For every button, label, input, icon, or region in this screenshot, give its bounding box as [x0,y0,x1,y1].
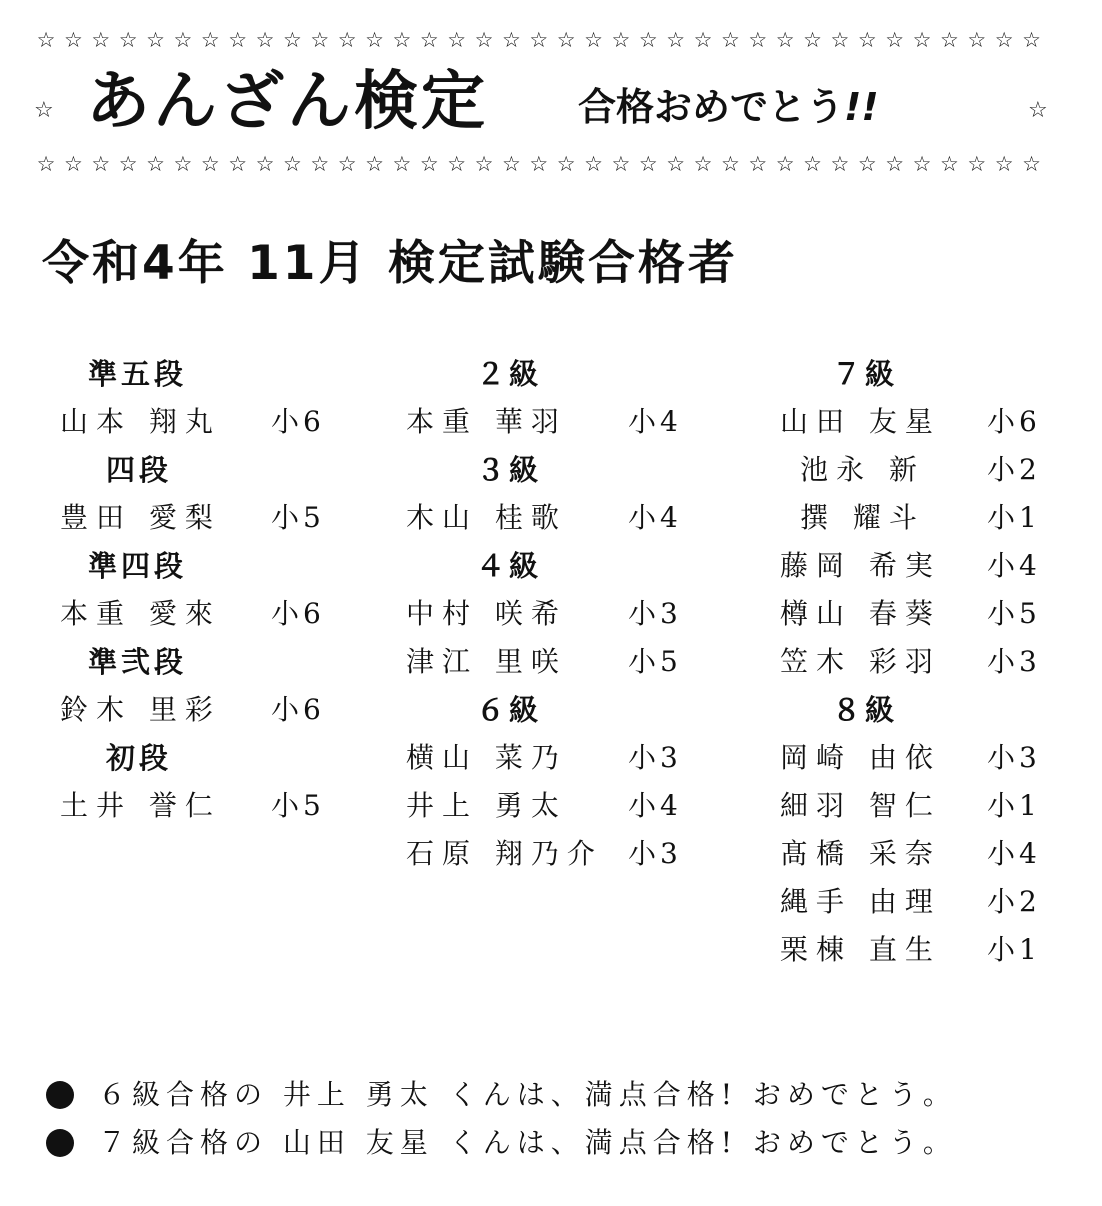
star-icon: ☆ [447,152,467,176]
school-grade: 小5 [271,501,325,534]
star-icon: ☆ [365,28,384,52]
star-icon: ☆ [36,28,56,52]
star-icon: ☆ [255,152,275,176]
passer-row [58,494,348,542]
passer-name: 髙橋 采奈 [780,837,941,870]
grade-heading: ６級 [476,693,543,727]
star-icon: ☆ [501,28,521,52]
passer-row [778,830,1068,878]
star-icon: ☆ [228,28,248,52]
school-grade: 小1 [987,933,1041,966]
star-icon: ☆ [474,152,494,176]
school-grade: 小1 [987,789,1041,822]
grade-heading: 準四段 [88,549,188,583]
passer-name: 藤岡 希実 [780,549,941,582]
star-icon: ☆ [857,152,877,176]
passer-name: 土井 誉仁 [60,789,221,822]
star-icon: ☆ [447,28,467,52]
star-icon: ☆ [173,152,193,176]
grade-heading-row [58,734,348,782]
star-icon: ☆ [310,152,330,176]
star-icon: ☆ [146,28,165,52]
passer-name: 石原 翔乃介 [406,837,603,870]
page-title: 令和4年 11月 検定試験合格者 [42,236,738,291]
star-icon: ☆ [693,152,713,176]
star-icon: ☆ [885,28,905,52]
star-icon: ☆ [365,152,384,176]
passer-name: 樽山 春葵 [780,597,941,630]
grade-heading: 準五段 [88,357,188,391]
star-icon: ☆ [1022,28,1041,52]
star-icon: ☆ [638,28,658,52]
star-icon: ☆ [118,152,138,176]
results-column-2 [404,350,704,878]
star-icon: ☆ [392,152,412,176]
school-grade: 小4 [628,405,682,438]
passer-name: 栗棟 直生 [780,933,941,966]
star-icon: ☆ [282,28,302,52]
star-icon: ☆ [419,152,439,176]
school-grade: 小2 [987,885,1041,918]
star-icon: ☆ [803,152,822,176]
star-icon: ☆ [912,28,932,52]
grade-heading: 四段 [106,453,173,487]
star-icon: ☆ [748,152,768,176]
star-icon: ☆ [419,28,439,52]
star-icon: ☆ [611,152,631,176]
school-grade: 小3 [628,741,682,774]
grade-heading-row [778,686,1068,734]
grade-heading-row [58,350,348,398]
star-icon: ☆ [556,28,576,52]
star-icon: ☆ [255,28,275,52]
passer-name: 山田 友星 [780,405,941,438]
passer-name: 井上 勇太 [406,789,567,822]
passer-name: 津江 里咲 [406,645,567,678]
star-icon: ☆ [584,152,603,176]
grade-heading: ２級 [476,357,543,391]
passer-row [778,446,1068,494]
star-icon: ☆ [939,28,959,52]
star-icon: ☆ [857,28,877,52]
passer-row [404,398,704,446]
star-icon: ☆ [994,28,1014,52]
passer-name: 撰 耀斗 [800,501,925,534]
star-icon: ☆ [939,152,959,176]
passer-row [778,542,1068,590]
star-icon: ☆ [200,152,220,176]
star-icon: ☆ [173,28,193,52]
passer-name: 本重 愛來 [60,597,221,630]
star-icon: ☆ [146,152,165,176]
star-icon: ☆ [118,28,138,52]
passer-row [778,398,1068,446]
passer-row [778,494,1068,542]
grade-heading: ８級 [832,693,899,727]
congratulations-tagline [578,82,879,132]
grade-heading-row [58,638,348,686]
school-grade: 小4 [628,789,682,822]
grade-heading: ７級 [832,357,899,391]
passer-row [404,638,704,686]
grade-heading: 準弐段 [88,645,188,679]
school-grade: 小6 [987,405,1041,438]
star-icon: ☆ [830,28,850,52]
school-grade: 小3 [628,597,682,630]
grade-heading-row [404,542,704,590]
school-grade: 小6 [271,597,325,630]
grade-heading: 初段 [106,741,173,775]
bullet-icon [46,1081,74,1109]
school-grade: 小2 [987,453,1041,486]
star-icon: ☆ [91,152,111,176]
passer-name: 木山 桂歌 [406,501,567,534]
star-icon: ☆ [501,152,521,176]
star-icon: ☆ [91,28,111,52]
star-icon: ☆ [584,28,603,52]
passer-row [58,398,348,446]
star-icon: ☆ [720,152,740,176]
school-grade: 小5 [628,645,682,678]
passer-row [778,782,1068,830]
star-icon: ☆ [392,28,412,52]
grade-heading-row [404,686,704,734]
star-icon: ☆ [967,28,987,52]
passer-row [404,830,704,878]
star-icon: ☆ [775,28,795,52]
passer-name: 岡崎 由依 [780,741,941,774]
star-icon: ☆ [63,28,83,52]
school-grade: 小3 [628,837,682,870]
star-icon: ☆ [666,28,686,52]
note-text: ６級合格の 井上 勇太 くんは、満点合格! おめでとう。 [98,1078,957,1111]
star-icon: ☆ [200,28,220,52]
star-icon: ☆ [803,28,822,52]
star-icon: ☆ [337,152,357,176]
school-grade: 小3 [987,741,1041,774]
passer-name: 池永 新 [800,453,925,486]
school-grade: 小6 [271,405,325,438]
passer-row [58,782,348,830]
passer-name: 鈴木 里彩 [60,693,221,726]
results-column-1 [58,350,348,830]
star-icon: ☆ [474,28,494,52]
grade-heading-row [778,350,1068,398]
perfect-score-note [40,1071,1090,1119]
brand-title: あんざん検定 [86,65,488,139]
star-icon: ☆ [994,152,1014,176]
passer-name: 中村 咲希 [406,597,567,630]
passer-name: 笠木 彩羽 [780,645,941,678]
star-icon: ☆ [310,28,330,52]
star-icon: ☆ [36,152,56,176]
star-icon: ☆ [529,28,549,52]
star-icon: ☆ [556,152,576,176]
school-grade: 小1 [987,501,1041,534]
grade-heading-row [58,446,348,494]
bullet-icon [46,1129,74,1157]
perfect-score-note [40,1119,1090,1167]
star-icon: ☆ [1028,98,1048,123]
star-icon: ☆ [1022,152,1041,176]
star-icon: ☆ [775,152,795,176]
passer-row [58,686,348,734]
results-column-3 [778,350,1068,974]
grade-heading-row [404,446,704,494]
star-border-top [34,27,1044,53]
passer-row [778,590,1068,638]
grade-heading: ３級 [476,453,543,487]
passer-row [778,734,1068,782]
tagline-text: 合格おめでとう [578,85,845,129]
star-icon: ☆ [228,152,248,176]
school-grade: 小5 [987,597,1041,630]
school-grade: 小4 [987,549,1041,582]
passer-row [404,590,704,638]
star-icon: ☆ [337,28,357,52]
star-icon: ☆ [748,28,768,52]
passer-row [404,782,704,830]
passer-name: 縄手 由理 [780,885,941,918]
passer-row [778,878,1068,926]
passer-row [778,638,1068,686]
passer-name: 山本 翔丸 [60,405,221,438]
passer-name: 細羽 智仁 [780,789,941,822]
star-icon: ☆ [282,152,302,176]
star-icon: ☆ [34,98,54,123]
passer-row [58,590,348,638]
star-icon: ☆ [885,152,905,176]
grade-heading-row [404,350,704,398]
school-grade: 小4 [987,837,1041,870]
passer-row [778,926,1068,974]
star-border-bottom [34,151,1044,177]
passer-name: 本重 華羽 [406,405,567,438]
tagline-exclamation: !! [844,85,879,129]
passer-row [404,734,704,782]
note-text: ７級合格の 山田 友星 くんは、満点合格! おめでとう。 [98,1126,957,1159]
passer-row [404,494,704,542]
star-icon: ☆ [720,28,740,52]
star-icon: ☆ [529,152,549,176]
school-grade: 小6 [271,693,325,726]
star-icon: ☆ [830,152,850,176]
star-icon: ☆ [666,152,686,176]
school-grade: 小4 [628,501,682,534]
star-icon: ☆ [967,152,987,176]
star-icon: ☆ [912,152,932,176]
grade-heading-row [58,542,348,590]
passer-name: 横山 菜乃 [406,741,567,774]
passer-name: 豊田 愛梨 [60,501,221,534]
school-grade: 小5 [271,789,325,822]
star-icon: ☆ [63,152,83,176]
star-icon: ☆ [611,28,631,52]
school-grade: 小3 [987,645,1041,678]
star-icon: ☆ [693,28,713,52]
star-icon: ☆ [638,152,658,176]
grade-heading: ４級 [476,549,543,583]
